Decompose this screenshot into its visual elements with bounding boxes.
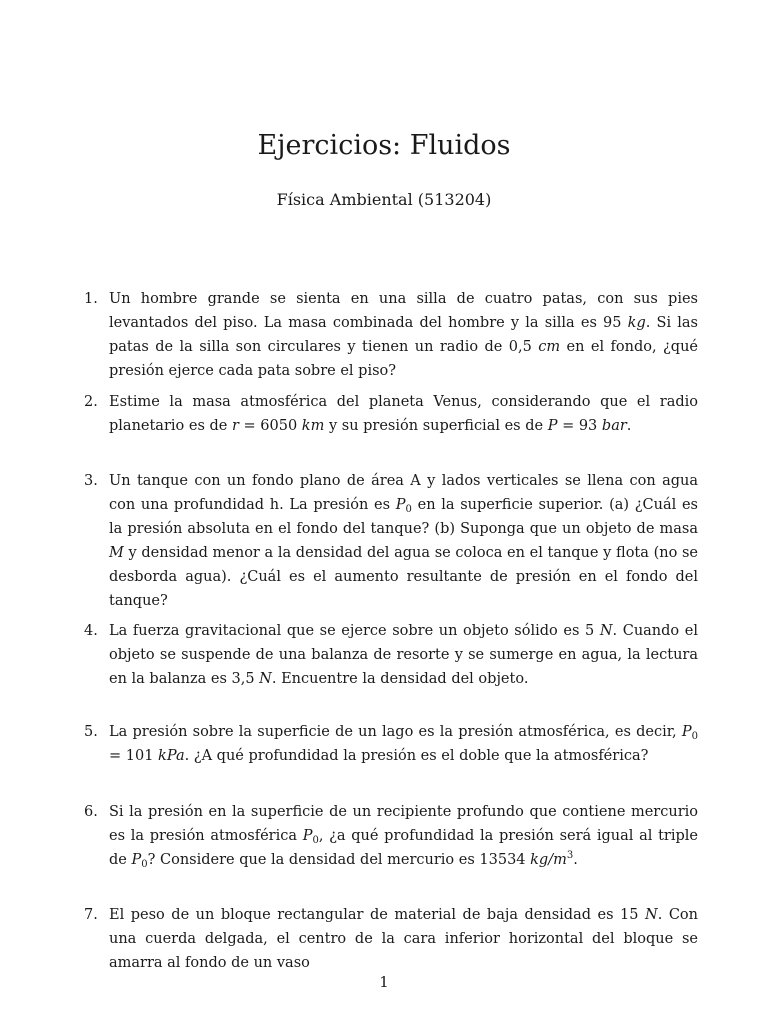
- unit: N: [599, 623, 613, 639]
- unit: km: [301, 418, 325, 434]
- problem-7: [84, 903, 698, 975]
- text-run: = 6050: [238, 418, 302, 434]
- text-run: ? Considere que la densidad del mercurio es 13534: [147, 852, 531, 868]
- text-run: . Cuando el objeto se suspende de una balanza de resorte y se sumerge en agua, la lectura en la balanza es 3,5: [109, 623, 698, 687]
- unit: bar: [601, 418, 627, 434]
- text-run: .: [573, 852, 578, 868]
- unit: cm: [538, 339, 561, 355]
- unit: kg: [627, 315, 646, 331]
- variable: P: [547, 418, 558, 434]
- variable: M: [109, 545, 124, 561]
- problem-text: [109, 720, 698, 768]
- problem-text: [109, 390, 698, 438]
- text-run: . Con una cuerda delgada, el centro de la cara inferior horizontal del bloque se amarra al fondo de un vaso: [109, 907, 698, 971]
- variable: P: [395, 497, 406, 513]
- text-run: . Encuentre la densidad del objeto.: [271, 671, 529, 687]
- unit: N: [645, 907, 658, 923]
- problem-number: 2.: [84, 394, 98, 410]
- problem-text: [109, 619, 698, 691]
- variable: P: [131, 852, 142, 868]
- problem-text: [109, 800, 698, 872]
- problem-number: 1.: [84, 291, 98, 307]
- page-number: 1: [379, 973, 389, 991]
- text-run: en la superficie superior. (a) ¿Cuál es la presión absoluta en el fondo del tanque? (b) Suponga que un objeto de masa: [109, 497, 698, 537]
- problem-number: 7.: [84, 907, 98, 923]
- superscript: 3: [566, 850, 574, 861]
- problem-3: [84, 469, 698, 613]
- problem-5: [84, 720, 698, 768]
- problem-text: [109, 287, 698, 383]
- problem-number: 4.: [84, 623, 98, 639]
- subscript: 0: [691, 731, 698, 742]
- problem-text: [109, 469, 698, 613]
- subscript: 0: [141, 859, 148, 870]
- document-subtitle: Física Ambiental (513204): [276, 190, 492, 209]
- text-run: y densidad menor a la densidad del agua se coloca en el tanque y flota (no se desborda agua). ¿Cuál es el aumento resultante de presión en el fondo del tanque?: [109, 545, 698, 609]
- variable: r: [231, 418, 239, 434]
- unit: kPa: [158, 748, 185, 764]
- unit: kg/m: [530, 852, 567, 868]
- unit: N: [259, 671, 272, 687]
- text-run: El peso de un bloque rectangular de material de baja densidad es 15: [109, 907, 646, 923]
- problem-4: [84, 619, 698, 691]
- problem-number: 6.: [84, 804, 98, 820]
- text-run: . ¿A qué profundidad la presión es el doble que la atmosférica?: [184, 748, 649, 764]
- text-run: y su presión superficial es de: [324, 418, 548, 434]
- problem-1: [84, 287, 698, 383]
- text-run: .: [626, 418, 632, 434]
- variable: P: [302, 828, 313, 844]
- problem-number: 3.: [84, 473, 98, 489]
- text-run: Un hombre grande se sienta en una silla de cuatro patas, con sus pies levantados del piso. La masa combinada del hombre y la silla es 95: [109, 291, 698, 331]
- problem-number: 5.: [84, 724, 98, 740]
- problem-2: [84, 390, 698, 438]
- subscript: 0: [405, 504, 412, 515]
- subscript: 0: [312, 835, 319, 846]
- problem-6: [84, 800, 698, 872]
- text-run: = 101: [109, 748, 159, 764]
- text-run: La presión sobre la superficie de un lago es la presión atmosférica, es decir,: [109, 724, 682, 740]
- text-run: , ¿a qué profundidad la presión será igual al triple de: [109, 828, 698, 868]
- text-run: Estime la masa atmosférica del planeta Venus, considerando que el radio planetario es de: [109, 394, 698, 434]
- text-run: en el fondo, ¿qué presión ejerce cada pata sobre el piso?: [109, 339, 698, 379]
- text-run: = 93: [557, 418, 602, 434]
- document-title: Ejercicios: Fluidos: [257, 130, 511, 161]
- text-run: . Si las patas de la silla son circulares y tienen un radio de 0,5: [109, 315, 698, 355]
- text-run: Si la presión en la superficie de un recipiente profundo que contiene mercurio es la presión atmosférica: [109, 804, 698, 844]
- problem-text: [109, 903, 698, 975]
- variable: P: [681, 724, 692, 740]
- text-run: La fuerza gravitacional que se ejerce sobre un objeto sólido es 5: [109, 623, 600, 639]
- text-run: Un tanque con un fondo plano de área A y lados verticales se llena con agua con una profundidad h. La presión es: [109, 473, 698, 513]
